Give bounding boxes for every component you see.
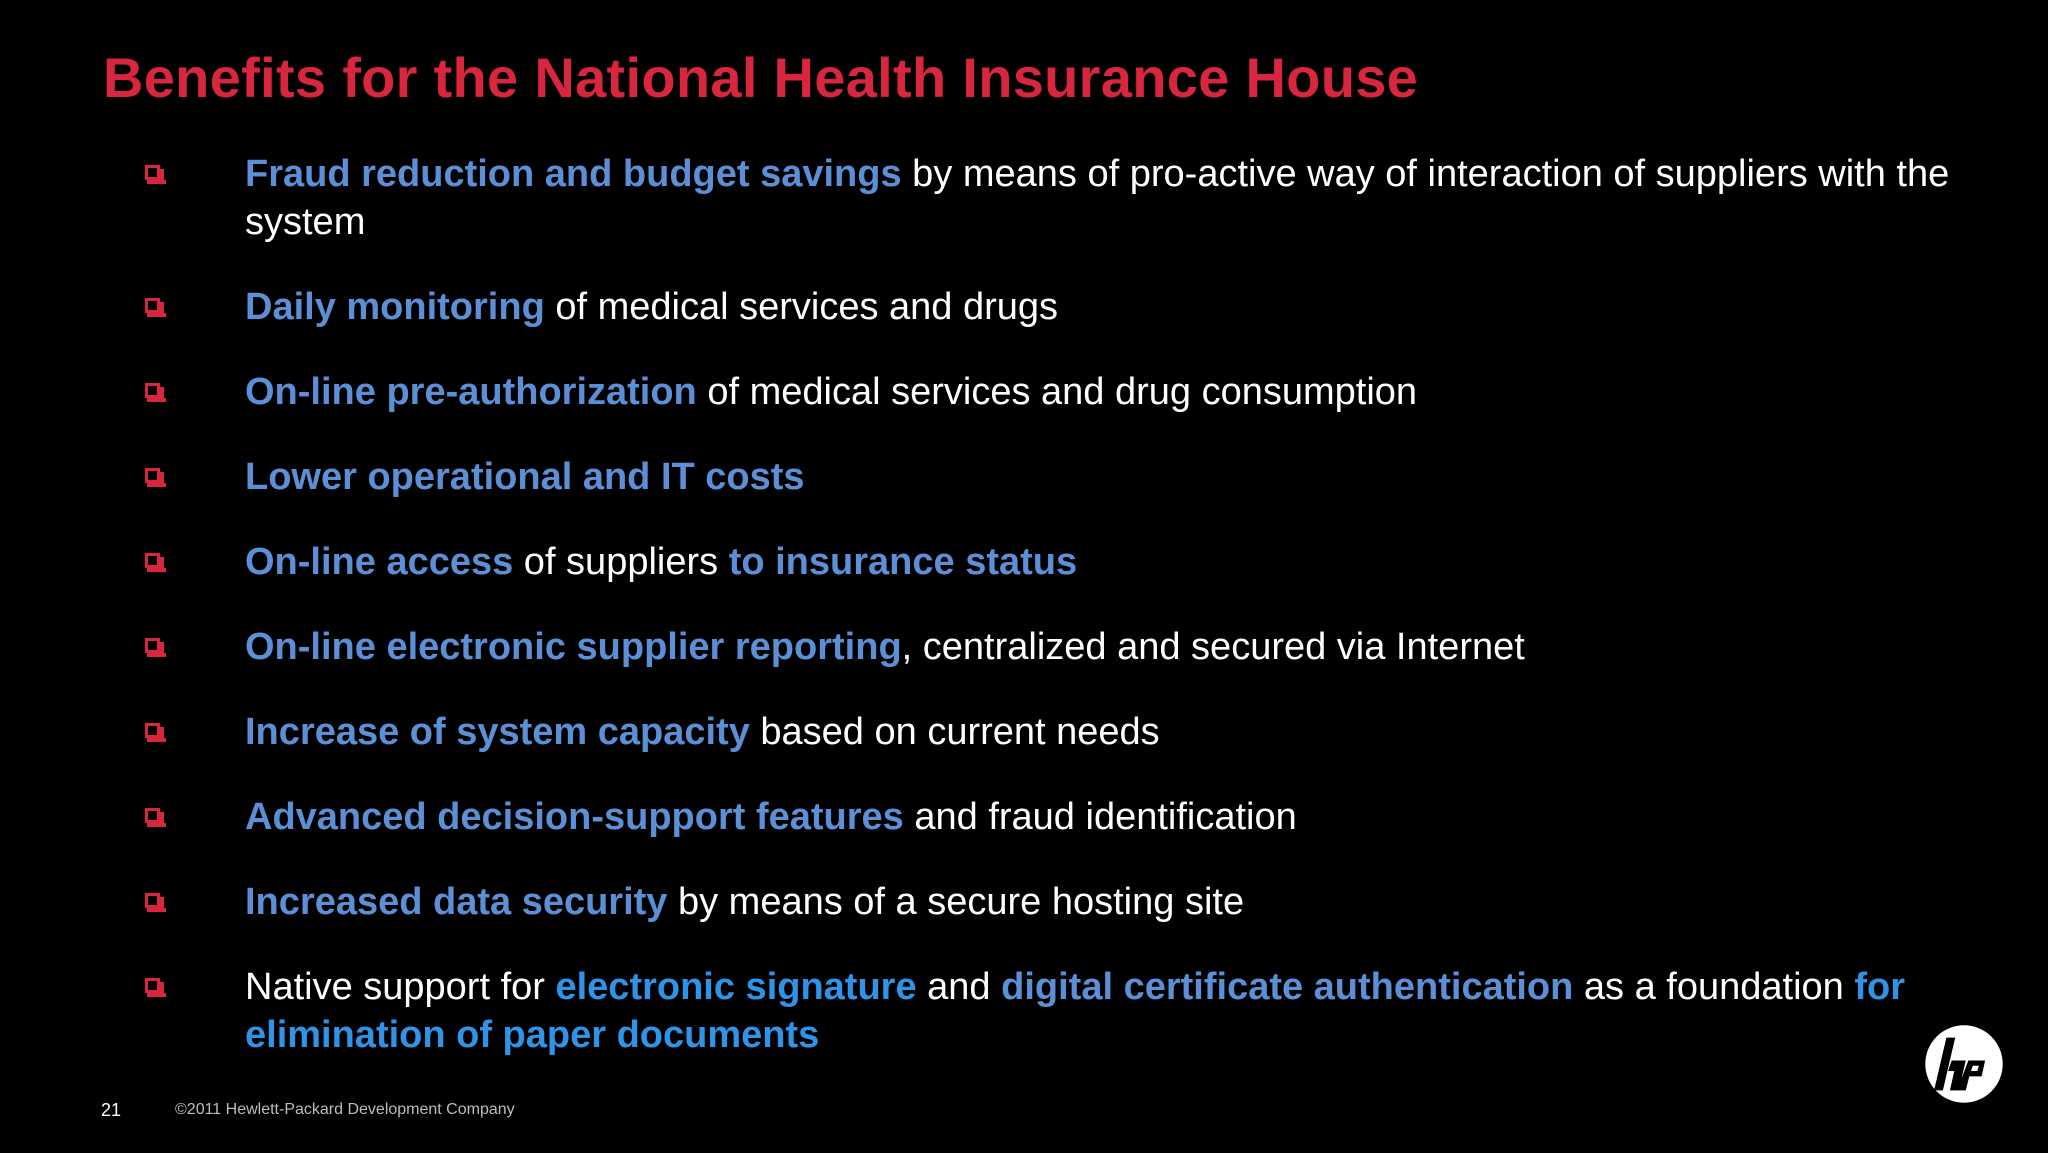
slide-title: Benefits for the National Health Insurance House — [103, 46, 1419, 109]
bullet-text — [245, 371, 1417, 413]
checkbox-bullet-icon — [145, 723, 160, 738]
bullet-highlight-segment: On-line electronic supplier reporting — [245, 626, 902, 668]
checkbox-bullet-icon — [145, 978, 160, 993]
bullet-highlight-segment: Increase of system capacity — [245, 711, 750, 753]
bullet-text — [245, 966, 1905, 1056]
bullet-text — [245, 711, 1160, 753]
bullet-text-segment: and — [916, 966, 1002, 1008]
bullet-text — [245, 456, 805, 498]
checkbox-bullet-icon — [145, 298, 160, 313]
checkbox-bullet-icon — [145, 638, 160, 653]
bullet-text-segment: of medical services and drugs — [544, 286, 1059, 328]
bullet-text-segment: of medical services and drug consumption — [696, 371, 1418, 413]
bullet-item — [143, 150, 1973, 246]
bullet-text — [245, 881, 1244, 923]
bullet-item — [143, 453, 1973, 501]
bullet-text — [245, 626, 1525, 668]
bullet-text — [245, 286, 1058, 328]
copyright-text: ©2011 Hewlett-Packard Development Company — [175, 1101, 515, 1118]
bullet-highlight-segment: On-line pre-authorization — [245, 371, 697, 413]
page-number: 21 — [101, 1100, 122, 1120]
bullet-highlight-segment: Lower operational and IT costs — [245, 456, 805, 498]
bullet-text-segment: by means of a secure hosting site — [667, 881, 1245, 923]
bullet-highlight-segment: Advanced decision-support features — [245, 796, 904, 838]
bullet-text-segment: by means of pro-active way of interaction of suppliers with the system — [245, 153, 1950, 243]
bullet-highlight-segment: Increased data security — [245, 881, 668, 923]
bullet-text-segment: of suppliers — [513, 541, 729, 583]
bullet-list — [143, 150, 1973, 1059]
bullet-item — [143, 963, 1973, 1059]
bullet-item — [143, 368, 1973, 416]
bullet-highlight-segment: Fraud reduction and budget savings — [245, 153, 902, 195]
bullet-highlight-segment: to insurance status — [728, 541, 1078, 583]
bullet-text-segment: as a foundation — [1573, 966, 1855, 1008]
bullet-highlight-segment: On-line access — [245, 541, 514, 583]
bullet-item — [143, 878, 1973, 926]
checkbox-bullet-icon — [145, 468, 160, 483]
checkbox-bullet-icon — [145, 553, 160, 568]
checkbox-bullet-icon — [145, 165, 160, 180]
bullet-text — [245, 796, 1297, 838]
bullet-highlight-segment: for elimination of paper documents — [245, 966, 1906, 1056]
bullet-item — [143, 793, 1973, 841]
bullet-text — [245, 541, 1077, 583]
checkbox-bullet-icon — [145, 893, 160, 908]
checkbox-bullet-icon — [145, 383, 160, 398]
bullet-item — [143, 623, 1973, 671]
bullet-highlight-segment: electronic signature — [555, 966, 917, 1008]
bullet-item — [143, 283, 1973, 331]
bullet-item — [143, 708, 1973, 756]
bullet-highlight-segment: digital certificate authentication — [1001, 966, 1574, 1008]
bullet-text-segment: , centralized and secured via Internet — [901, 626, 1525, 668]
hp-logo-icon — [1920, 1020, 2008, 1108]
bullet-text — [245, 153, 1949, 243]
bullet-item — [143, 538, 1973, 586]
bullet-text-segment: and fraud identification — [903, 796, 1297, 838]
bullet-text-segment: Native support for — [245, 966, 556, 1008]
bullet-text-segment: based on current needs — [749, 711, 1160, 753]
bullet-highlight-segment: Daily monitoring — [245, 286, 545, 328]
checkbox-bullet-icon — [145, 808, 160, 823]
